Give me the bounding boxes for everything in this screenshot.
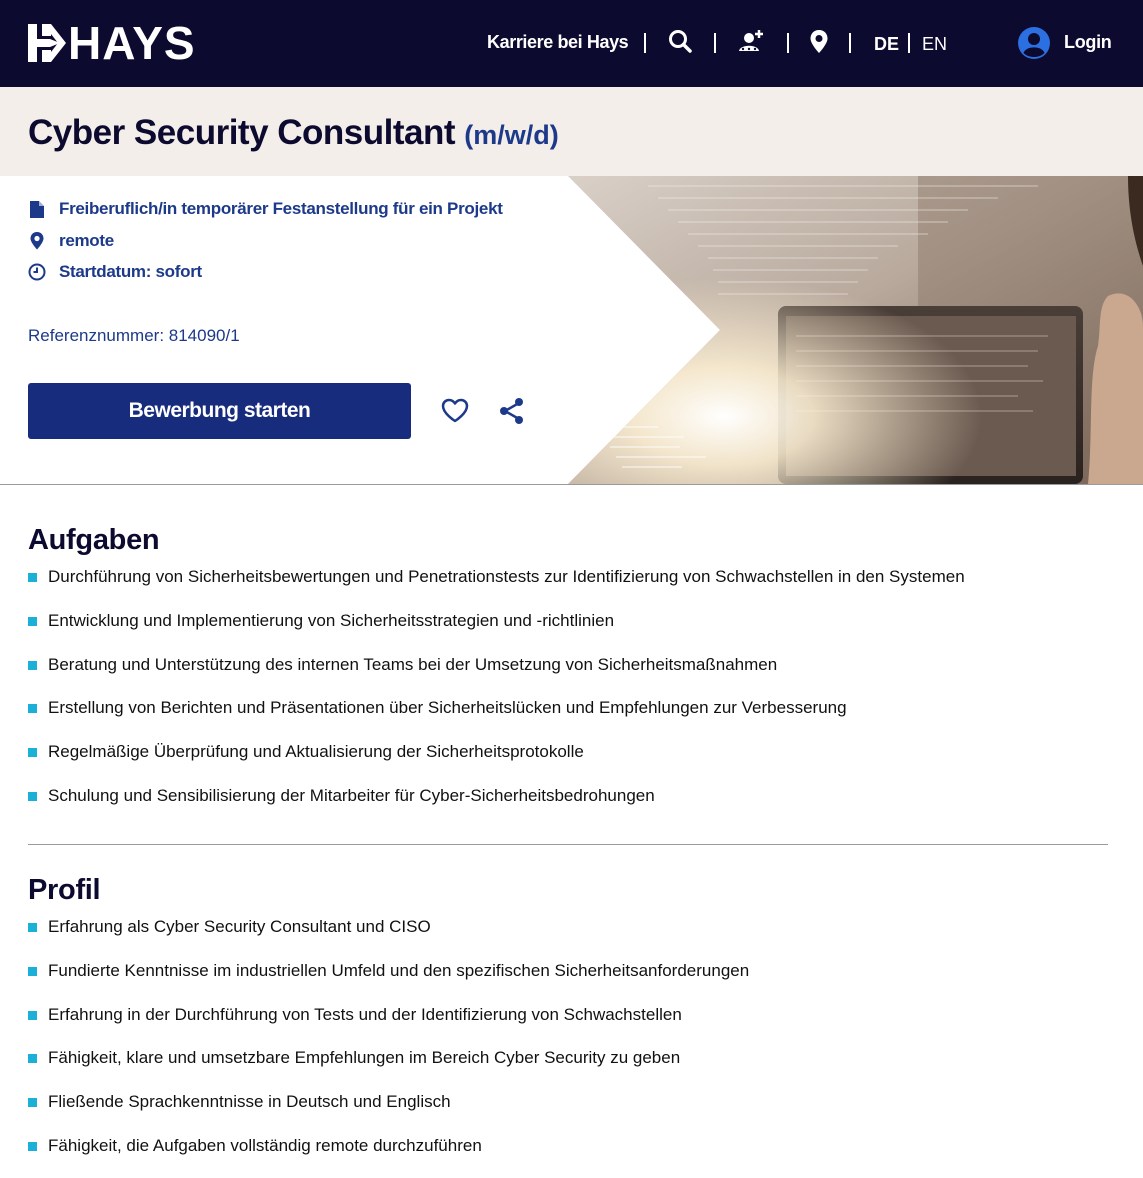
nav-separator [908, 33, 910, 53]
list-item-text: Entwicklung und Implementierung von Sicherheitsstrategien und -richtlinien [48, 610, 615, 630]
nav-link-career[interactable]: Karriere bei Hays [487, 32, 629, 52]
nav-separator [644, 33, 646, 53]
hays-logo[interactable] [28, 17, 196, 69]
document-icon [28, 199, 46, 219]
bullet-square [28, 1098, 37, 1107]
share-icon[interactable] [497, 396, 527, 426]
list-item [28, 1136, 749, 1178]
list-item [28, 655, 965, 699]
list-item-text: Erfahrung als Cyber Security Consultant und CISO [48, 917, 431, 936]
list-item [28, 1048, 749, 1092]
tasks-list [28, 567, 965, 830]
profile-list [28, 917, 749, 1178]
language-en-link[interactable]: EN [922, 34, 948, 54]
list-item-text: Fundierte Kenntnisse im industriellen Umfeld und den spezifischen Sicherheitsanforderungen [48, 960, 750, 980]
list-item-text: Durchführung von Sicherheitsbewertungen und Penetrationstests zur Identifizierung von Schwachstellen in den Systemen [48, 567, 965, 586]
job-title-text: Cyber Security Consultant [28, 113, 456, 152]
search-icon[interactable] [668, 28, 694, 56]
list-item-text: Erfahrung in der Durchführung von Tests und der Identifizierung von Schwachstellen [48, 1004, 682, 1024]
section-divider [28, 844, 1108, 845]
employment-type [28, 199, 503, 219]
favorite-heart-icon[interactable] [440, 396, 470, 426]
bullet-square [28, 923, 37, 932]
bullet-square [28, 1011, 37, 1020]
user-add-icon[interactable] [737, 28, 763, 56]
hero-divider [0, 484, 1143, 485]
bullet-square [28, 573, 37, 582]
bullet-square [28, 748, 37, 757]
job-title-suffix: (m/w/d) [464, 120, 559, 150]
start-date-text: Startdatum: sofort [59, 262, 202, 281]
reference-number: Referenznummer: 814090/1 [28, 326, 240, 345]
list-item-text: Regelmäßige Überprüfung und Aktualisierung der Sicherheitsprotokolle [48, 742, 584, 762]
bullet-square [28, 704, 37, 713]
list-item [28, 1005, 749, 1049]
start-date [28, 262, 202, 282]
list-item [28, 786, 965, 830]
list-item [28, 567, 965, 611]
profile-heading: Profil [28, 874, 101, 906]
list-item-text: Schulung und Sensibilisierung der Mitarbeiter für Cyber-Sicherheitsbedrohungen [48, 785, 655, 805]
employment-type-text: Freiberuflich/in temporärer Festanstellung für ein Projekt [59, 199, 503, 218]
hays-logo-text: HAYS [68, 17, 196, 69]
list-item-text: Fähigkeit, die Aufgaben vollständig remote durchzuführen [48, 1135, 482, 1155]
bullet-square [28, 1142, 37, 1151]
job-location [28, 231, 114, 251]
nav-separator [787, 33, 789, 53]
list-item-text: Erstellung von Berichten und Präsentationen über Sicherheitslücken und Empfehlungen zur Verbesserung [48, 698, 847, 718]
nav-separator [849, 33, 851, 53]
page-title [28, 113, 559, 153]
list-item [28, 742, 965, 786]
bullet-square [28, 661, 37, 670]
clock-icon [28, 262, 46, 282]
language-de-link[interactable]: DE [874, 34, 900, 54]
bullet-square [28, 792, 37, 801]
bullet-square [28, 1054, 37, 1063]
list-item [28, 1092, 749, 1136]
account-icon[interactable] [1017, 26, 1051, 60]
hays-logo-mark [28, 24, 66, 62]
bullet-square [28, 967, 37, 976]
list-item-text: Beratung und Unterstützung des internen Teams bei der Umsetzung von Sicherheitsmaßnahmen [48, 654, 778, 674]
list-item-text: Fließende Sprachkenntnisse in Deutsch und Englisch [48, 1092, 451, 1112]
list-item-text: Fähigkeit, klare und umsetzbare Empfehlungen im Bereich Cyber Security zu geben [48, 1048, 681, 1068]
nav-separator [714, 33, 716, 53]
hero-image [568, 176, 1143, 484]
location-pin-icon[interactable] [808, 28, 834, 56]
job-location-text: remote [59, 231, 114, 250]
bullet-square [28, 617, 37, 626]
apply-button[interactable]: Bewerbung starten [28, 383, 411, 439]
tasks-heading: Aufgaben [28, 524, 160, 556]
list-item [28, 611, 965, 655]
list-item [28, 698, 965, 742]
list-item [28, 961, 749, 1005]
location-pin-icon [28, 231, 46, 251]
login-link[interactable]: Login [1064, 32, 1112, 52]
top-navigation-bar [0, 0, 1143, 87]
list-item [28, 917, 749, 961]
